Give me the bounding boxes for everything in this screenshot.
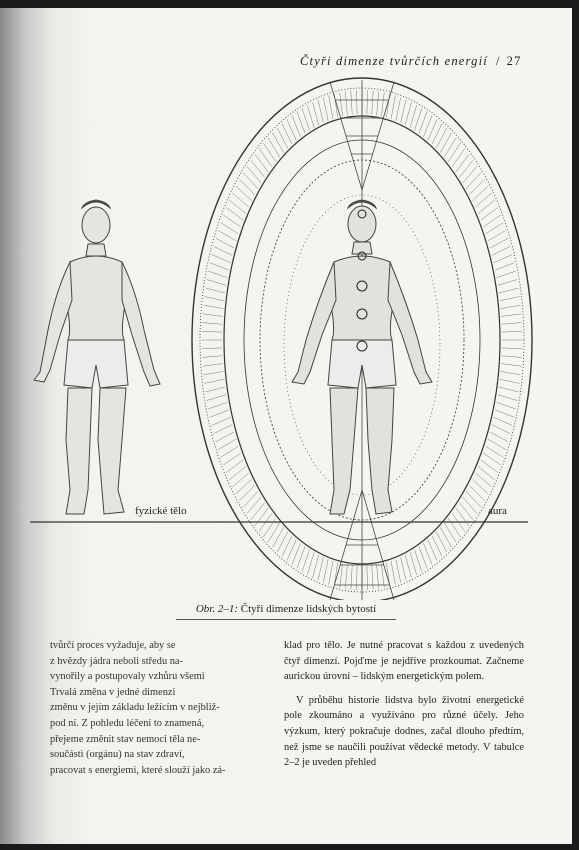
hatch-stroke — [307, 552, 314, 575]
hatch-stroke — [243, 491, 258, 507]
hatch-stroke — [501, 371, 521, 374]
hatch-stroke — [210, 410, 229, 417]
hatch-stroke — [495, 410, 514, 417]
hatch-stroke — [377, 91, 379, 115]
hatch-stroke — [486, 223, 504, 234]
hatch-stroke — [410, 105, 417, 128]
hatch-stroke — [492, 246, 511, 255]
hatch-stroke — [318, 557, 324, 580]
hatch-stroke — [255, 154, 268, 172]
hatch-stroke — [236, 479, 252, 494]
hatch-stroke — [495, 263, 514, 270]
hatch-stroke — [212, 254, 231, 262]
text-line: z hvězdy jádra neboli středu na- — [50, 655, 184, 667]
hatch-stroke — [214, 246, 233, 255]
hatch-stroke — [268, 138, 280, 157]
hatch-stroke — [236, 186, 252, 201]
hatch-stroke — [456, 508, 469, 526]
hatch-stroke — [239, 179, 254, 194]
hatch-stroke — [367, 566, 368, 590]
hatch-stroke — [282, 123, 292, 144]
hatch-stroke — [410, 552, 417, 575]
hatch-stroke — [391, 95, 395, 118]
caption-title: Čtyři dimenze lidských bytostí — [240, 603, 377, 615]
hatch-stroke — [502, 348, 522, 349]
hatch-stroke — [452, 148, 465, 166]
hatch-stroke — [302, 108, 309, 130]
hatch-stroke — [391, 561, 395, 584]
hatch-stroke — [218, 230, 236, 241]
hatch-stroke — [247, 166, 261, 183]
hatch-stroke — [401, 100, 407, 123]
hatch-stroke — [263, 143, 275, 162]
hatch-stroke — [501, 364, 521, 367]
header-separator: / — [495, 54, 501, 68]
hatch-stroke — [497, 271, 516, 278]
text-line: součásti (orgánu) na stav zdraví, — [50, 749, 185, 761]
hatch-stroke — [448, 143, 460, 162]
hatch-stroke — [405, 102, 411, 125]
hatch-stroke — [396, 97, 401, 120]
hatch-stroke — [490, 238, 508, 248]
hatch-stroke — [277, 532, 288, 552]
left-text-column — [50, 638, 272, 778]
hatch-stroke — [488, 230, 506, 241]
hatch-stroke — [323, 559, 328, 582]
hatch-stroke — [500, 379, 520, 383]
hatch-stroke — [499, 288, 519, 293]
hatch-stroke — [340, 92, 343, 116]
hatch-stroke — [440, 527, 451, 547]
hatch-stroke — [202, 348, 222, 349]
hatch-stroke — [221, 446, 239, 457]
hatch-stroke — [255, 508, 268, 526]
hatch-stroke — [282, 536, 292, 557]
hatch-stroke — [498, 280, 517, 286]
hatch-stroke — [492, 425, 511, 434]
hatch-stroke — [432, 536, 442, 557]
hatch-stroke — [251, 503, 265, 520]
text-line: pod ní. Z pohledu léčení to znamená, — [50, 717, 205, 729]
hatch-stroke — [212, 417, 231, 425]
hatch-stroke — [466, 491, 481, 507]
hatch-stroke — [356, 566, 357, 590]
hatch-stroke — [405, 555, 411, 578]
hatch-stroke — [202, 331, 222, 332]
hatch-stroke — [263, 518, 275, 537]
hatch-stroke — [414, 550, 421, 572]
chapter-title: Čtyři dimenze tvůrčích energií — [300, 54, 488, 68]
hatch-stroke — [501, 314, 521, 317]
hatch-stroke — [207, 395, 226, 401]
hatch-stroke — [329, 561, 333, 584]
hatch-stroke — [273, 527, 284, 547]
hatch-stroke — [207, 280, 226, 286]
hatch-stroke — [432, 123, 442, 144]
hatch-stroke — [247, 497, 261, 514]
hatch-stroke — [472, 479, 488, 494]
hatch-stroke — [502, 331, 522, 332]
hatch-stroke — [459, 503, 473, 520]
hatch-stroke — [210, 263, 229, 270]
hatch-stroke — [273, 133, 284, 153]
hatch-stroke — [372, 565, 373, 589]
hatch-stroke — [204, 371, 224, 374]
hatch-stroke — [488, 439, 506, 450]
paragraph: klad pro tělo. Je nutné pracovat s každou z uvedených čtyř dimenzí. Pojďme je nejdříve prozkoumat. Začneme aurickou úrovní – lidským energetickým polem. — [284, 640, 524, 683]
hatch-stroke — [268, 523, 280, 542]
hatch-stroke — [340, 564, 343, 588]
hatch-stroke — [381, 92, 384, 116]
figure-caption — [176, 603, 396, 620]
hatch-stroke — [204, 297, 224, 301]
hatch-stroke — [323, 97, 328, 120]
hatch-stroke — [251, 160, 265, 177]
hatch-stroke — [444, 523, 456, 542]
hatch-stroke — [277, 128, 288, 148]
hatch-stroke — [204, 379, 224, 383]
page-number: 27 — [506, 54, 522, 68]
hatch-stroke — [223, 215, 240, 227]
label-aura: aura — [488, 505, 507, 517]
hatch-stroke — [216, 432, 234, 442]
hatch-stroke — [501, 305, 521, 308]
hatch-stroke — [483, 453, 500, 465]
hatch-stroke — [483, 215, 500, 227]
hatch-stroke — [414, 108, 421, 130]
caption-number: Obr. 2–1: — [195, 603, 239, 615]
hatch-stroke — [463, 166, 477, 183]
hatch-stroke — [502, 356, 522, 358]
hatch-stroke — [205, 387, 225, 392]
hatch-stroke — [345, 91, 347, 115]
text-line: tvůrčí proces vyžaduje, aby se — [50, 640, 176, 651]
hatch-stroke — [214, 425, 233, 434]
hatch-stroke — [223, 453, 240, 465]
physical-body-figure — [34, 200, 160, 514]
hatch-stroke — [401, 557, 407, 580]
hatch-stroke — [203, 364, 223, 367]
hatch-stroke — [494, 417, 513, 425]
hatch-stroke — [500, 297, 520, 301]
text-line: změnu v jejím základu ležícím v nejbliž- — [50, 702, 220, 714]
hatch-stroke — [456, 154, 469, 172]
hatch-stroke — [202, 356, 222, 358]
hatch-stroke — [502, 323, 522, 325]
hatch-stroke — [307, 105, 314, 128]
hatch-stroke — [259, 148, 272, 166]
hatch-stroke — [351, 91, 352, 115]
hatch-stroke — [466, 173, 481, 189]
text-line: přejeme změnit stav nemoci těla ne- — [50, 733, 201, 745]
hatch-stroke — [313, 102, 319, 125]
hatch-stroke — [204, 305, 224, 308]
hatch-stroke — [329, 95, 333, 118]
hatch-stroke — [497, 402, 516, 409]
hatch-stroke — [367, 90, 368, 114]
hatch-stroke — [208, 402, 227, 409]
label-physical-body: fyzické tělo — [135, 505, 187, 517]
hatch-stroke — [469, 485, 484, 500]
hatch-stroke — [351, 565, 352, 589]
hatch-stroke — [486, 446, 504, 457]
hatch-stroke — [448, 518, 460, 537]
hatch-stroke — [499, 387, 519, 392]
hatch-stroke — [208, 271, 227, 278]
hatch-stroke — [203, 314, 223, 317]
hatch-stroke — [469, 179, 484, 194]
text-line: vynořily a postupovaly vzhůru všemi — [50, 671, 205, 683]
hatch-stroke — [372, 91, 373, 115]
hatch-stroke — [239, 485, 254, 500]
hatch-stroke — [356, 90, 357, 114]
hatch-stroke — [463, 497, 477, 514]
hatch-stroke — [494, 254, 513, 262]
text-line: Trvalá změna v jedné dimenzi — [50, 686, 176, 698]
hatch-stroke — [221, 223, 239, 234]
hatch-stroke — [459, 160, 473, 177]
hatch-stroke — [243, 173, 258, 189]
hatch-stroke — [436, 128, 447, 148]
hatch-stroke — [498, 395, 517, 401]
hatch-stroke — [396, 559, 401, 582]
hatch-stroke — [302, 550, 309, 572]
paragraph: V průběhu historie lidstva bylo životní energetické pole zkoumáno a využíváno pro různé účely. Jeho výzkum, který pokračuje dodnes, začal dlouho předtím, než jsme se naučili používat vědecké metody. V tabulce 2–2 je uveden přehled — [284, 694, 524, 769]
hatch-stroke — [218, 439, 236, 450]
hatch-stroke — [381, 564, 384, 588]
hatch-stroke — [440, 133, 451, 153]
hatch-stroke — [318, 100, 324, 123]
hatch-stroke — [205, 288, 225, 293]
hatch-stroke — [444, 138, 456, 157]
hatch-stroke — [202, 323, 222, 325]
hatch-stroke — [472, 186, 488, 201]
hatch-stroke — [490, 432, 508, 442]
hatch-stroke — [436, 532, 447, 552]
hatch-stroke — [216, 238, 234, 248]
text-line: pracovat s energiemi, které slouží jako zá- — [50, 764, 226, 776]
right-text-column — [284, 638, 524, 771]
hatch-stroke — [313, 555, 319, 578]
